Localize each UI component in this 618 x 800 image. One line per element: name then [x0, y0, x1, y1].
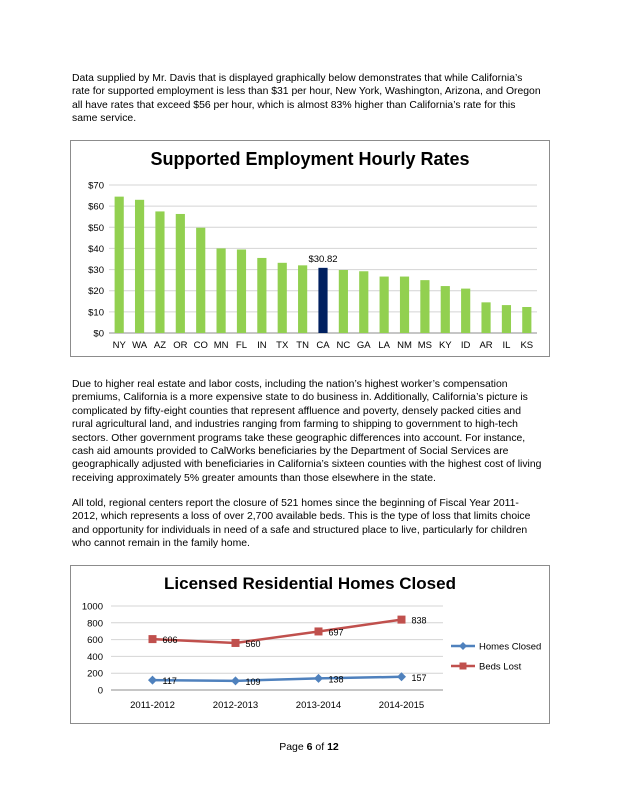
footer-middle: of: [312, 741, 328, 753]
bar-mn: [217, 248, 226, 333]
bar-tx: [278, 263, 287, 333]
closures-paragraph: All told, regional centers report the closure of 521 homes since the beginning of Fiscal Year 2011-2012, which represents a loss of over 2,700 available beds. This is the type of loss that limits choice and opportunity for individuals in need of a safe and structured place to live, particularly for children who cannot remain in the family home.: [72, 498, 531, 550]
x-tick-label: GA: [356, 340, 371, 351]
legend-marker: [459, 642, 467, 650]
x-tick-label: MN: [213, 340, 229, 351]
line-chart-svg: [71, 566, 549, 723]
cost-paragraph: Due to higher real estate and labor costs, including the nation’s highest worker’s compensation premiums, California is a more expensive state to do business in. Additionally, California’s picture is complicated by fifty-eight counties that represent affluence and poverty, densely packed cities and rural agricultural land, and industries ranging from farming to shipping to government to high-tech sectors. Other government programs take these geographic differences into account. For instance, cash aid amounts provided to CalWorks beneficiaries by the Department of Social Services are geographically adjusted with beneficiaries in California’s sixteen counties with the highest cost of living receiving approximately 5% greater amounts than those elsewhere in the state.: [72, 379, 542, 484]
marker-point: [231, 676, 240, 685]
y-tick-label: 600: [87, 635, 103, 647]
bar-ar: [481, 302, 490, 333]
supported-employment-chart: [70, 140, 550, 357]
bar-ny: [115, 197, 124, 333]
page-footer: [0, 741, 618, 753]
y-tick-label: $40: [88, 243, 104, 255]
y-tick-label: 1000: [81, 601, 103, 613]
bar-co: [196, 228, 205, 333]
x-tick-label: TN: [296, 340, 309, 351]
bar-la: [380, 277, 389, 333]
page-number: 6: [306, 741, 313, 753]
y-tick-label: $50: [88, 222, 104, 234]
bar-ga: [359, 271, 368, 333]
y-tick-label: 800: [87, 618, 103, 630]
data-label: 838: [411, 615, 427, 626]
page-total: 12: [327, 741, 339, 753]
bar-ca: [318, 268, 327, 333]
x-tick-label: ID: [460, 340, 471, 351]
data-label: 606: [162, 635, 178, 646]
data-label: 109: [245, 676, 261, 687]
marker-point: [398, 616, 406, 624]
bar-il: [502, 305, 511, 333]
y-tick-label: 400: [87, 651, 103, 663]
legend-label: Homes Closed: [479, 641, 542, 653]
x-tick-label: NC: [336, 340, 351, 351]
marker-point: [148, 676, 157, 685]
intro-paragraph: Data supplied by Mr. Davis that is displayed graphically below demonstrates that while California’s rate for supported employment is less than $31 per hour, New York, Washington, Arizona, and Oregon all have rates that exceed $56 per hour, which is almost 83% higher than California’s rate for this same service.: [72, 73, 541, 125]
bar-az: [155, 211, 164, 333]
bar-or: [176, 214, 185, 333]
bar-wa: [135, 200, 144, 333]
series-line-homes-closed: [153, 677, 402, 681]
marker-point: [149, 635, 157, 643]
y-tick-label: $70: [88, 180, 104, 192]
x-tick-label: KY: [438, 340, 452, 351]
x-tick-label: NM: [397, 340, 412, 351]
legend-marker: [460, 663, 467, 670]
data-label: 560: [245, 638, 261, 649]
x-tick-label: 2011-2012: [130, 700, 175, 711]
y-tick-label: $30: [88, 265, 104, 277]
data-label: $30.82: [308, 253, 338, 265]
legend-label: Beds Lost: [479, 661, 522, 673]
bar-fl: [237, 249, 246, 333]
x-tick-label: IN: [257, 340, 267, 351]
bar-nc: [339, 270, 348, 333]
x-tick-label: WA: [132, 340, 148, 351]
bar-in: [257, 258, 266, 333]
x-tick-label: 2012-2013: [212, 700, 259, 711]
bar-chart-svg: [71, 141, 549, 356]
marker-point: [314, 674, 323, 683]
data-label: 697: [328, 627, 344, 638]
bar-tn: [298, 265, 307, 333]
chart-title: Supported Employment Hourly Rates: [150, 149, 470, 169]
bar-id: [461, 289, 470, 333]
x-tick-label: CA: [316, 340, 330, 351]
bar-ky: [441, 286, 450, 333]
x-tick-label: LA: [378, 340, 390, 351]
footer-prefix: Page: [279, 741, 307, 753]
data-label: 157: [411, 672, 427, 683]
x-tick-label: AR: [479, 340, 493, 351]
x-tick-label: NY: [112, 340, 126, 351]
x-tick-label: MS: [417, 340, 433, 351]
y-tick-label: $10: [88, 307, 104, 319]
x-tick-label: 2013-2014: [295, 700, 342, 711]
x-tick-label: KS: [520, 340, 534, 351]
bar-nm: [400, 277, 409, 333]
bar-ms: [420, 280, 429, 333]
y-tick-label: $60: [88, 201, 104, 213]
y-tick-label: 200: [87, 668, 103, 680]
x-tick-label: CO: [193, 340, 208, 351]
x-tick-label: 2014-2015: [378, 700, 425, 711]
y-tick-label: $20: [88, 286, 104, 298]
marker-point: [315, 627, 323, 635]
y-tick-label: $0: [93, 328, 104, 340]
y-tick-label: 0: [97, 685, 103, 697]
marker-point: [232, 639, 240, 647]
x-tick-label: OR: [173, 340, 188, 351]
data-label: 117: [162, 676, 177, 687]
x-tick-label: AZ: [153, 340, 167, 351]
x-tick-label: IL: [502, 340, 511, 351]
chart-title: Licensed Residential Homes Closed: [164, 574, 456, 593]
bar-ks: [522, 307, 531, 333]
x-tick-label: TX: [276, 340, 289, 351]
data-label: 138: [328, 674, 344, 685]
x-tick-label: FL: [235, 340, 248, 351]
homes-closed-chart: [70, 565, 550, 724]
